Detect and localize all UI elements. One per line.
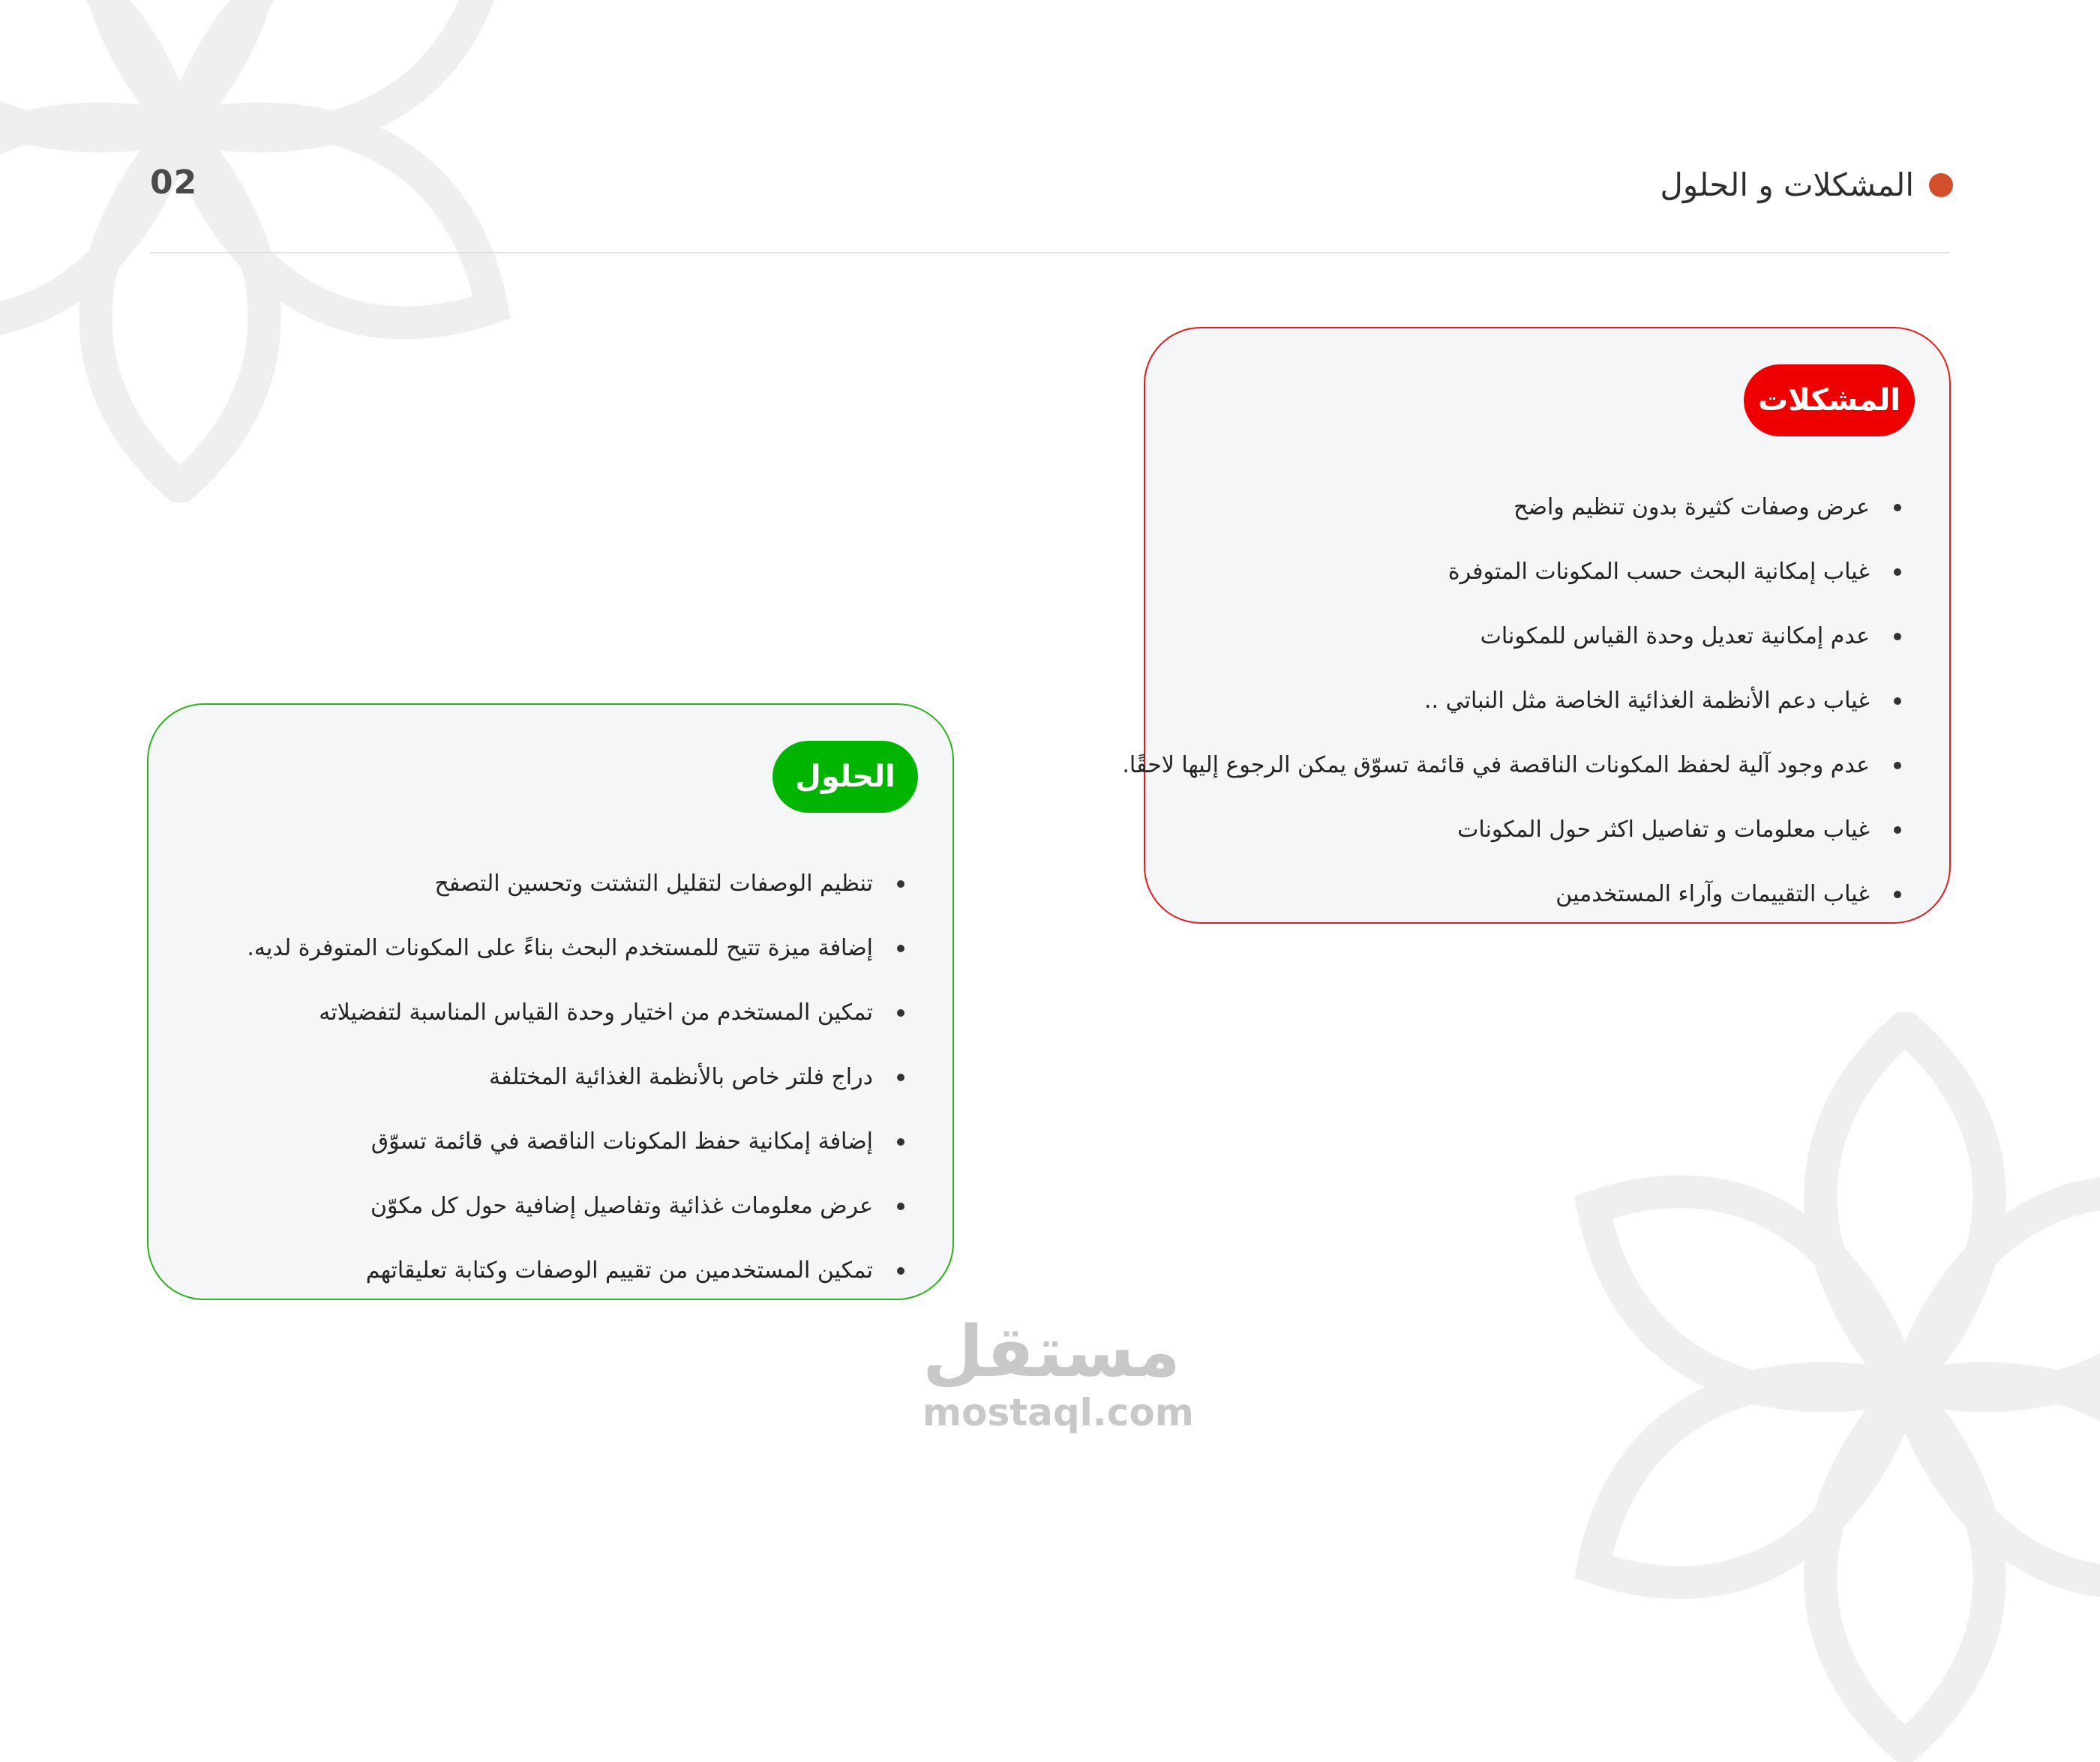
solution-item-text: إضافة إمكانية حفظ المكونات الناقصة في قائمة تسوّق	[370, 1128, 873, 1155]
bullet-icon	[1894, 891, 1901, 898]
header-divider	[150, 252, 1950, 253]
problem-item-text: عدم إمكانية تعديل وحدة القياس للمكونات	[1480, 623, 1870, 649]
mostaql-watermark	[922, 1311, 1194, 1434]
problem-item-text: غياب إمكانية البحث حسب المكونات المتوفرة	[1448, 559, 1870, 585]
problem-item	[1122, 733, 1901, 798]
problem-item-text: عرض وصفات كثيرة بدون تنظيم واضح	[1514, 494, 1870, 520]
problems-card	[1122, 327, 1951, 924]
solution-item-text: دراج فلتر خاص بالأنظمة الغذائية المختلفة	[489, 1064, 873, 1090]
watermark-arabic: مستقل	[922, 1311, 1180, 1393]
bullet-icon	[1894, 504, 1901, 511]
solution-item-text: إضافة ميزة تتيح للمستخدم البحث بناءً على المكونات المتوفرة لديه.	[247, 935, 873, 961]
solution-item-text: عرض معلومات غذائية وتفاصيل إضافية حول كل مكوّن	[370, 1193, 873, 1219]
bullet-icon	[1894, 568, 1901, 576]
bullet-icon	[897, 945, 904, 952]
problem-item	[1122, 540, 1901, 604]
problem-item	[1122, 862, 1901, 927]
page-number: 02	[150, 163, 198, 202]
solution-item	[247, 1110, 904, 1174]
solutions-title-badge: الحلول	[772, 741, 918, 813]
solution-item-text: تنظيم الوصفات لتقليل التشتت وتحسين التصفح	[434, 871, 873, 897]
solutions-card	[147, 703, 954, 1300]
watermark-latin: mostaql.com	[922, 1391, 1194, 1434]
problem-item	[1122, 798, 1901, 862]
section-dot-icon	[1929, 173, 1953, 197]
problem-item-text: غياب معلومات و تفاصيل اكثر حول المكونات	[1457, 817, 1870, 843]
bullet-icon	[1894, 697, 1901, 705]
bullet-icon	[1894, 762, 1901, 769]
problem-item	[1122, 604, 1901, 669]
section-title	[1660, 166, 1953, 203]
section-title-text: المشكلات و الحلول	[1660, 166, 1914, 203]
bullet-icon	[1894, 633, 1901, 640]
solution-item	[247, 981, 904, 1045]
solution-item	[247, 1239, 904, 1303]
problem-item	[1122, 475, 1901, 540]
problem-item	[1122, 669, 1901, 733]
problems-list	[1122, 475, 1901, 927]
bullet-icon	[897, 880, 904, 888]
bullet-icon	[897, 1074, 904, 1081]
decorative-petal-pattern	[1530, 1012, 2100, 1762]
bullet-icon	[897, 1138, 904, 1146]
solution-item-text: تمكين المستخدمين من تقييم الوصفات وكتابة تعليقاتهم	[365, 1257, 873, 1284]
solution-item	[247, 916, 904, 981]
decorative-petal-pattern	[0, 0, 555, 502]
solution-item	[247, 1174, 904, 1239]
bullet-icon	[1894, 826, 1901, 834]
problem-item-text: عدم وجود آلية لحفظ المكونات الناقصة في قائمة تسوّق يمكن الرجوع إليها لاحقًا.	[1122, 752, 1870, 778]
solutions-list	[247, 852, 904, 1303]
bullet-icon	[897, 1267, 904, 1275]
bullet-icon	[897, 1203, 904, 1210]
problem-item-text: غياب دعم الأنظمة الغذائية الخاصة مثل النباتي ..	[1424, 688, 1870, 714]
bullet-icon	[897, 1009, 904, 1017]
solution-item	[247, 1045, 904, 1110]
problem-item-text: غياب التقييمات وآراء المستخدمين	[1556, 881, 1870, 907]
problems-title-badge: المشكلات	[1744, 364, 1915, 436]
solution-item-text: تمكين المستخدم من اختيار وحدة القياس المناسبة لتفضيلاته	[319, 999, 873, 1026]
solution-item	[247, 852, 904, 916]
